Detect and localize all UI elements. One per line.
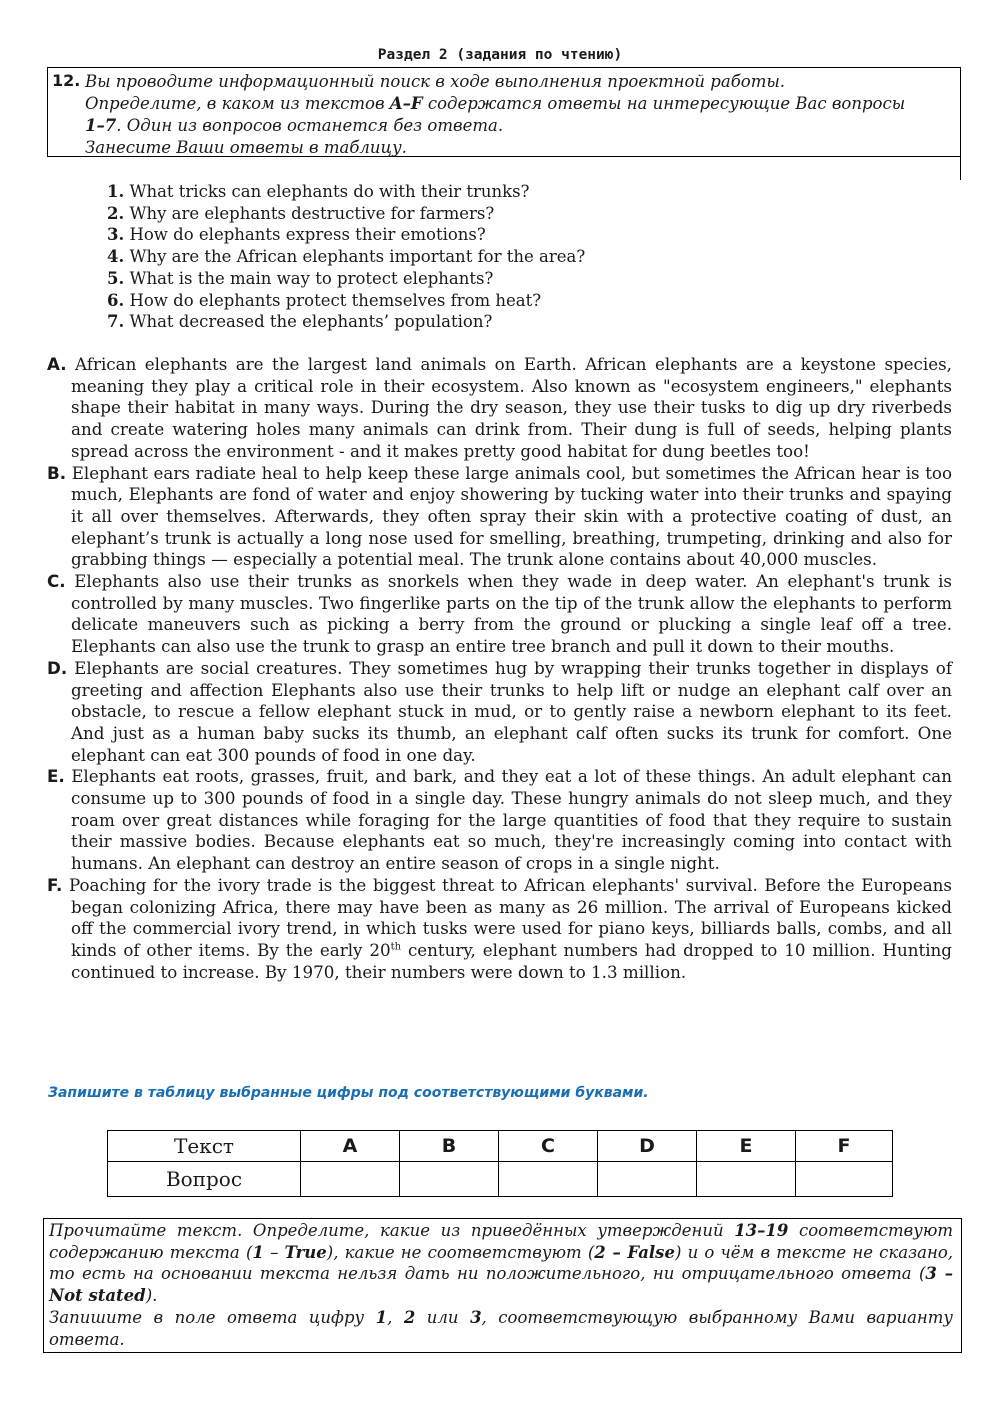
- question-item: [107, 311, 585, 333]
- text-letter: B.: [47, 462, 67, 483]
- question-number: 7.: [107, 312, 125, 332]
- row-label-question: Вопрос: [108, 1162, 301, 1197]
- question-item: [107, 290, 585, 312]
- question-item: [107, 224, 585, 246]
- text-letter: E.: [47, 766, 65, 787]
- task-line-3-post: . Один из вопросов останется без ответа.: [116, 116, 504, 135]
- text-body: Elephants eat roots, grasses, fruit, and bark, and they eat a lot of these things. An adult elephant can consume up to 300 pounds of food in a single day. These hungry animals do not sleep much, and they roam over great distances while foraging for the large quantities of food that they require to sustain their massive bodies. Because elephants eat so much, they're increasingly coming into contact with humans. An elephant can destroy an entire season of crops in a single night.: [71, 766, 952, 874]
- text-b: [47, 463, 952, 572]
- statement-range: 13–19: [734, 1221, 789, 1240]
- answer-cell-a[interactable]: [301, 1162, 400, 1197]
- answer-cell-e[interactable]: [697, 1162, 796, 1197]
- question-text: What decreased the elephants’ population?: [129, 312, 493, 332]
- text-body-pre: Poaching for the ivory trade is the biggest threat to African elephants' survival. Before the Europeans began colonizing Africa, there may have been as many as 26 million. The arrival of Europeans kicked off the commercial ivory trend, in which tusks were used for piano keys, billiards balls, combs, and all kinds of other items. By the early 20: [68, 874, 952, 960]
- answer-cell-d[interactable]: [598, 1162, 697, 1197]
- answer-cell-c[interactable]: [499, 1162, 598, 1197]
- task-instructions-box: [47, 67, 961, 157]
- task-line-3-bold: 1–7: [85, 116, 117, 135]
- text-body: Elephants are social creatures. They sometimes hug by wrapping their trunks together in displays of greeting and affection Elephants also use their trunks to help lift or nudge an elephant calf over an obstacle, to rescue a fellow elephant stuck in mud, or to gently raise a newborn elephant to its feet. And just as a human baby sucks its thumb, an elephant calf often sucks its trunk for comfort. One elephant can eat 300 pounds of food in one day.: [71, 657, 952, 765]
- answer-cell-b[interactable]: [400, 1162, 499, 1197]
- question-item: [107, 181, 585, 203]
- question-text: How do elephants express their emotions?: [129, 225, 486, 245]
- text-body: Elephant ears radiate heal to help keep these large animals cool, but sometimes the African hear is too much, Elephants are fond of water and enjoy showering by tucking water into their trunks and spaying it all over themselves. Afterwards, they often spray their skin with a protective coating of dust, an elephant’s trunk is actually a long nose used for smelling, breathing, trumpeting, drinking and also for grabbing things — especially a potential meal. The trunk alone contains about 40,000 muscles.: [71, 462, 953, 570]
- question-text: How do elephants protect themselves from heat?: [129, 290, 542, 310]
- true-false-instructions: Прочитайте текст. Определите, какие из приведённых утверждений 13–19 соответствуют содержанию текста (1 – True), какие не соответствуют (2 – False) и о чём в тексте не сказано, то есть на основании текста нельзя дать ни положительного, ни отрицательного ответа (3 – Not stated). Запишите в поле ответа цифру 1, 2 или 3, соответствующую выбранному Вами варианту ответа.: [43, 1218, 962, 1353]
- question-number: 1.: [107, 182, 125, 201]
- task-line-1: Вы проводите информационный поиск в ходе выполнения проектной работы.: [85, 72, 786, 91]
- box-border-tail: [960, 156, 961, 180]
- question-number: 6.: [107, 290, 125, 310]
- ordinal-suffix: th: [390, 941, 402, 953]
- row-label-text: Текст: [108, 1131, 301, 1162]
- option-false: 2 – False: [594, 1242, 675, 1262]
- text-letter: C.: [47, 571, 66, 592]
- text-body: Elephants also use their trunks as snorkels when they wade in deep water. An elephant's trunk is controlled by many muscles. Two fingerlike parts on the tip of the trunk allow the elephants to perform delicate maneuvers such as picking a berry from the ground or plucking a single leaf off a tree. Elephants can also use the trunk to grasp an entire tree branch and pull it down to their mouths.: [71, 571, 952, 657]
- table-instruction: Запишите в таблицу выбранные цифры под соответствующими буквами.: [48, 1085, 649, 1101]
- reading-texts: [47, 354, 952, 983]
- task-instructions: [85, 71, 955, 159]
- text-a: [47, 354, 952, 463]
- question-number: 2.: [107, 203, 125, 223]
- answer-table: [107, 1130, 893, 1197]
- text-body-post: century, elephant numbers had dropped to 10 million. Hunting continued to increase. By 1970, their numbers were down to 1.3 million.: [71, 939, 952, 982]
- question-item: [107, 268, 585, 290]
- column-letter: A: [301, 1131, 400, 1162]
- task-line-4: Занесите Ваши ответы в таблицу.: [85, 138, 407, 157]
- question-text: Why are the African elephants important for the area?: [129, 247, 586, 267]
- question-item: [107, 246, 585, 268]
- column-letter: E: [697, 1131, 796, 1162]
- text-d: [47, 658, 952, 767]
- question-text: Why are elephants destructive for farmers?: [129, 203, 495, 223]
- question-item: [107, 203, 585, 225]
- question-number: 3.: [107, 225, 125, 245]
- column-letter: B: [400, 1131, 499, 1162]
- question-text: What is the main way to protect elephants?: [129, 268, 494, 288]
- column-letter: D: [598, 1131, 697, 1162]
- text-body: African elephants are the largest land animals on Earth. African elephants are a keystone species, meaning they play a critical role in their ecosystem. Also known as "ecosystem engineers," elephants shape their habitat in many ways. During the dry season, they use their tusks to dig up dry riverbeds and create watering holes many animals can drink from. Their dung is full of seeds, helping plants spread across the environment - and it makes pretty good habitat for dung beetles too!: [71, 354, 952, 461]
- answer-cell-f[interactable]: [796, 1162, 893, 1197]
- task-line-2-pre: Определите, в каком из текстов: [85, 94, 390, 113]
- task-line-2-post: содержатся ответы на интересующие Вас вопросы: [422, 94, 906, 113]
- text-letter: A.: [47, 354, 67, 374]
- column-letter: C: [499, 1131, 598, 1162]
- option-not-stated: 3 – Not stated: [49, 1264, 953, 1306]
- text-e: [47, 766, 952, 875]
- text-letter: D.: [47, 657, 68, 678]
- question-text: What tricks can elephants do with their trunks?: [129, 182, 530, 201]
- question-list: [107, 181, 585, 333]
- section-title: Раздел 2 (задания по чтению): [377, 47, 623, 63]
- text-f: [47, 875, 952, 984]
- task-number: 12.: [52, 71, 81, 90]
- question-number: 5.: [107, 268, 125, 288]
- question-number: 4.: [107, 247, 125, 267]
- column-letter: F: [796, 1131, 893, 1162]
- text-letter: F.: [47, 874, 63, 895]
- text-c: [47, 571, 952, 658]
- task-line-2-bold: A–F: [389, 94, 423, 113]
